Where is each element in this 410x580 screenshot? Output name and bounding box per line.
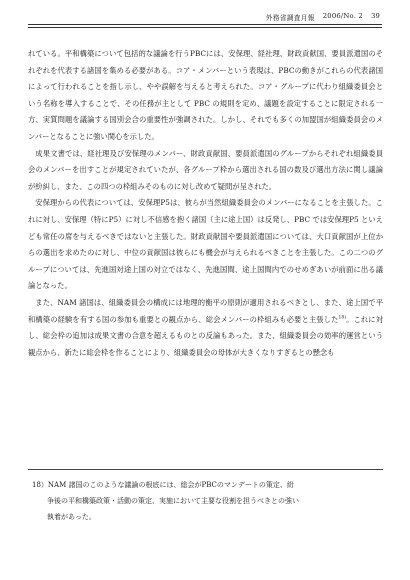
paragraph-text: また、NAM 諸国は、組織委員会の構成には地理的衡平の原則が適用されるべきとし、また、途上国で平和構築の経験を有する国の参加も重要との観点から、総会メンバーの枠組みも必要と主張した <box>28 297 383 324</box>
journal-title: 外務省調査月報 <box>265 14 315 22</box>
paragraph: 成果文書では、経社理及び安保理のメンバー、財政貢献国、要員派遣国のグループからそれぞれ組織委員会のメンバーを出すことが規定されていたが、各グループ枠から選出される国の数及び選出方法に関し議論が紛糾し、また、この四つの枠組みそのものに対し改めて疑問が呈された。 <box>28 148 383 191</box>
body-text <box>28 46 383 361</box>
footnote <box>32 478 382 525</box>
footnote-reference: 18) <box>338 315 346 321</box>
header-rule <box>28 24 382 28</box>
paragraph <box>28 295 383 361</box>
footnote-line: 18）NAM 諸国のこのような議論の根底には、総会がPBCのマンデートの策定、紛 <box>32 481 294 489</box>
running-header <box>266 12 380 22</box>
paragraph: れている。平和構築について包括的な議論を行うPBCには、安保理、経社理、財政貢献国、要員派遣国のそれぞれを代表する諸国を集める必要がある。コア・メンバーという表現は、PBCの動きがこれらの代表諸国によって行われることを指し示し、やや誤解を与えると考えられた。コア・グループに代わり組織委員会という名称を導入することで、その任務が主として PBC の規則を定め、議題を設定することに限定される一方、実質問題を議論する国別会合の重要性が強調された。しかし、それでも多くの加盟国が組織委員会のメンバーとなることに強い関心を示した。 <box>28 49 383 141</box>
footnote-line: 争後の平和構築政策・活動の策定、実施において主要な役割を担うべきとの強い <box>47 496 299 505</box>
issue-number: 2006/No. 2 <box>322 12 363 20</box>
paragraph-text: 。これに対し、総会枠の追加は成果文書の合意を超えるものとの反論もあった。また、組織委員会の効率的運営という観点から、新たに総会枠を作ることにより、組織委員会の母体が大きくなりすぎるとの懸念も <box>28 314 383 357</box>
footnote-line: 執着があった。 <box>47 512 96 521</box>
footnote-rule <box>28 469 383 470</box>
page-number: 39 <box>370 12 380 20</box>
paragraph: 安保理からの代表については、安保理P5は、彼らが当然組織委員会のメンバーになることを主張した。これに対し、安保理（特にP5）に対し不信感を抱く諸国（主に途上国）は反発し、PBC では安保理P5 といえども常任の席を与えるべきではないと主張した。財政貢献国や要員派遣国については、大口貢献国が上位からの選出を求めたのに対し、中位の貢献国は彼らにも機会が与えられるべきことを主張した。この二つのグループについては、先進国対途上国の対立ではなく、先進国間、途上国間内でのせめぎあいが前面に出る議論となった。 <box>28 198 383 291</box>
